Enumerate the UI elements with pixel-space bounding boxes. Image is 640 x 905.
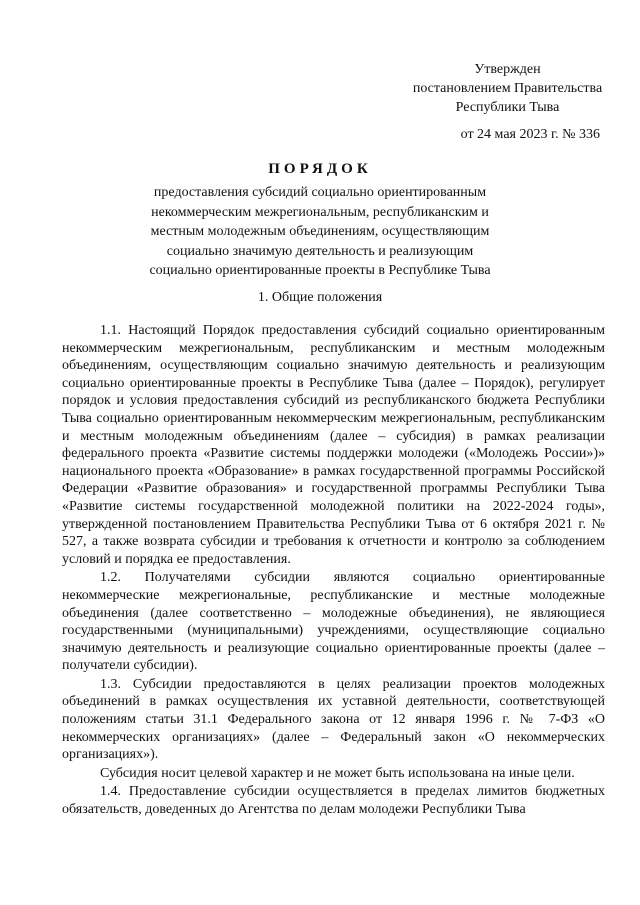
approval-line-1: Утвержден: [474, 62, 541, 77]
subtitle-line: некоммерческим межрегиональным, республиканским и: [151, 204, 489, 220]
document-subtitle: [0, 183, 640, 281]
subtitle-line: местным молодежным объединениям, осуществляющим: [150, 224, 490, 240]
subtitle-line: предоставления субсидий социально ориентированным: [153, 185, 487, 200]
section-heading: 1. Общие положения: [257, 290, 383, 305]
approval-line-3: Республики Тыва: [455, 100, 560, 115]
paragraph-1-2: 1.2. Получателями субсидии являются социально ориентированные некоммерческие межрегиональные, республиканские и местные молодежные объединения (далее соответственно – молодежные объединения), не являющиеся государственными (муниципальными) учреждениями, осуществляющие социально значимую деятельность и реализующие социально ориентированные проекты (далее – получатели субсидии).: [62, 570, 605, 674]
document-title: ПОРЯДОК: [268, 161, 372, 177]
paragraph-target-use: Субсидия носит целевой характер и не может быть использована на иные цели.: [100, 765, 575, 781]
document-body: [62, 322, 605, 819]
subtitle-line: социально значимую деятельность и реализующим: [166, 243, 474, 259]
approval-date: от 24 мая 2023 г. № 336: [460, 127, 600, 142]
paragraph-1-1: 1.1. Настоящий Порядок предоставления субсидий социально ориентированным некоммерческим межрегиональным, республиканским и местным молодежным объединениям, осуществляющим социально значимую деятельность и реализующим социально ориентированные проекты в Республике Тыва (далее – Порядок), регулирует порядок и условия предоставления субсидий из республиканского бюджета Республики Тыва социально ориентированным некоммерческим межрегиональным, республиканским и местным молодежным объединениям (далее – субсидия) в рамках реализации федерального проекта «Развитие системы поддержки молодежи («Молодежь России»)» национального проекта «Образование» в рамках государственной программы Российской Федерации «Развитие образования» и государственной программы Республики Тыва «Развитие системы государственной молодежной политики на 2022-2024 годы», утвержденной постановлением Правительства Республики Тыва от 6 октября 2021 г. № 527, а также возврата субсидии и требования к отчетности и контролю за соблюдением условий и порядка ее предоставления.: [62, 323, 605, 567]
paragraph-1-3: 1.3. Субсидии предоставляются в целях реализации проектов молодежных объединений в рамках осуществления их уставной деятельности, соответствующей положениям статьи 31.1 Федерального закона от 12 января 1996 г. № 7-ФЗ «О некоммерческих организациях» (далее – Федеральный закон «О некоммерческих организациях»).: [62, 676, 605, 763]
subtitle-line: социально ориентированные проекты в Республике Тыва: [149, 263, 491, 279]
paragraph-1-4: 1.4. Предоставление субсидии осуществляется в пределах лимитов бюджетных обязательств, доведенных до Агентства по делам молодежи Республики Тыва: [62, 784, 605, 818]
approval-block: [400, 60, 615, 144]
approval-line-2: постановлением Правительства: [412, 81, 603, 96]
